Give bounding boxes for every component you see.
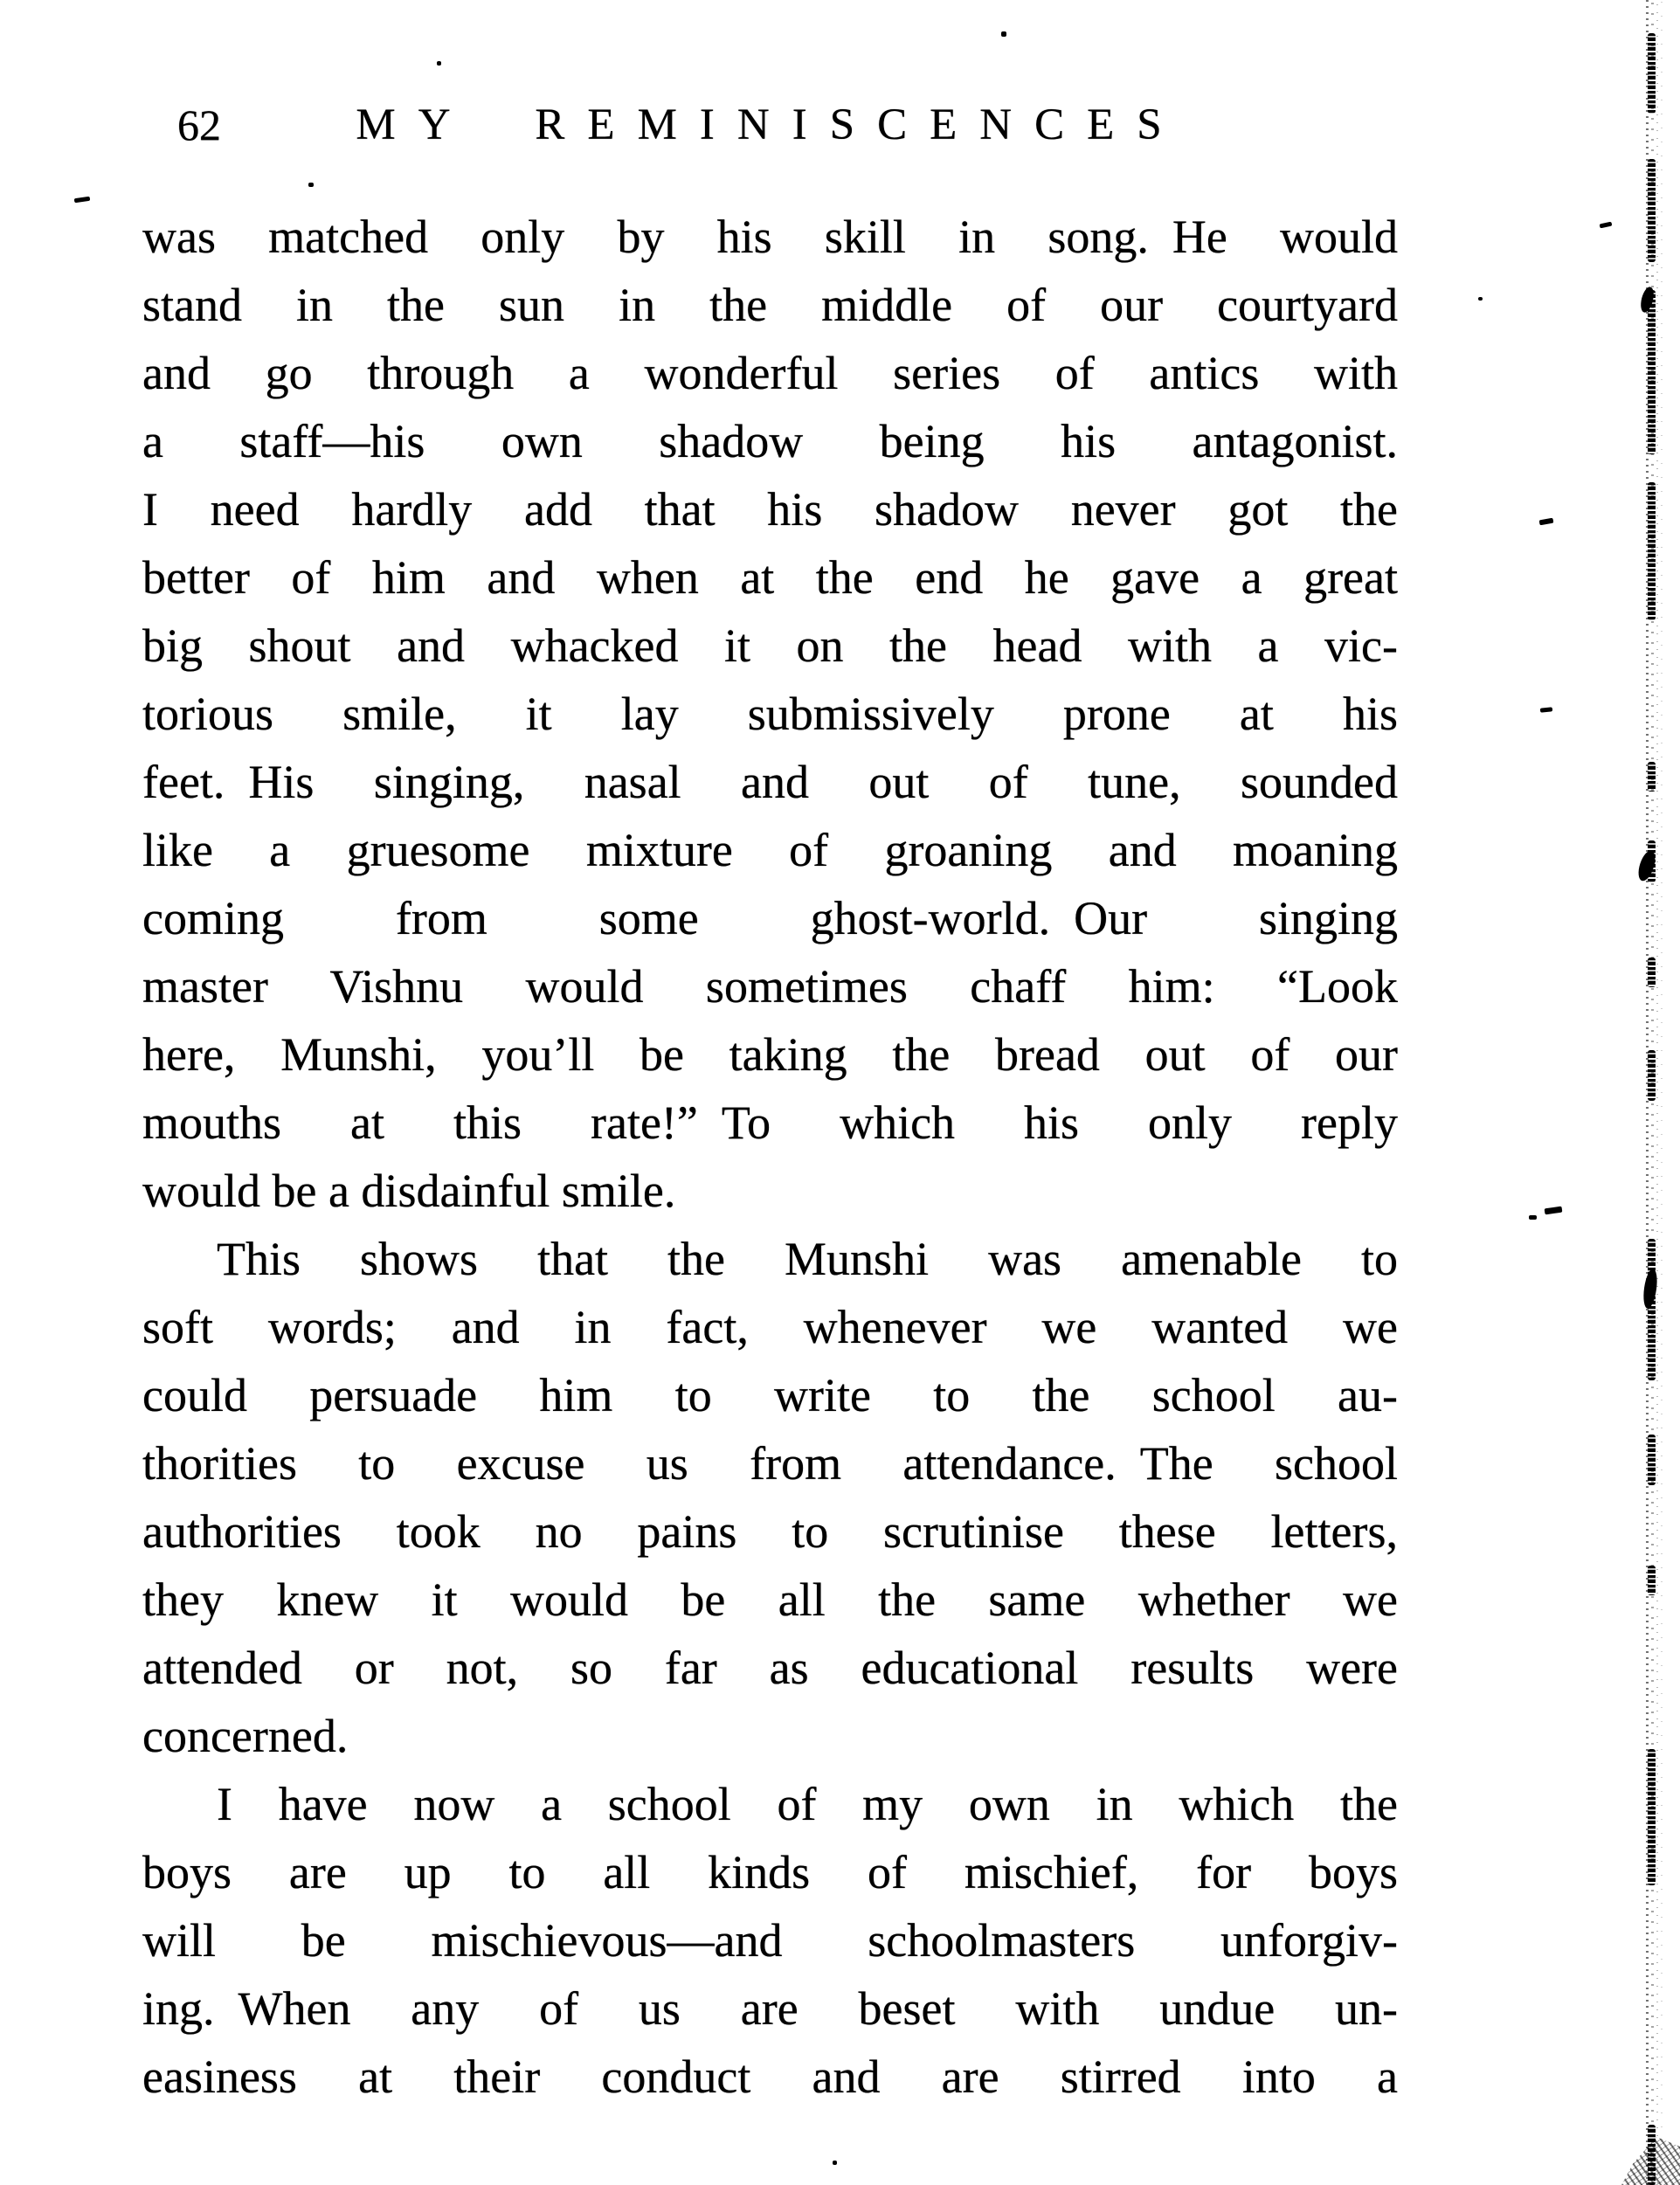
gutter-dark-segment <box>1648 482 1656 620</box>
ink-speck <box>1001 31 1006 37</box>
text-line: easiness at their conduct and are stirred into a <box>142 2050 1398 2103</box>
gutter-dark-segment <box>1648 159 1656 262</box>
corner-scan-noise <box>1621 2137 1680 2185</box>
ink-speck <box>1540 707 1552 712</box>
text-line: attended or not, so far as educational results were <box>142 1642 1398 1694</box>
gutter-dark-segment <box>1648 1239 1656 1380</box>
text-line: stand in the sun in the middle of our courtyard <box>142 279 1398 331</box>
text-line: thorities to excuse us from attendance. The school <box>142 1437 1398 1490</box>
page-number: 62 <box>177 100 221 149</box>
text-line: concerned. <box>142 1710 349 1762</box>
text-line: would be a disdainful smile. <box>142 1165 676 1217</box>
text-line: here, Munshi, you’ll be taking the bread out of our <box>142 1028 1398 1081</box>
text-line: I need hardly add that his shadow never got the <box>142 483 1398 536</box>
text-line: and go through a wonderful series of antics with <box>142 347 1398 399</box>
gutter-dark-segment <box>1648 1566 1656 1595</box>
ink-speck <box>437 61 441 66</box>
text-line: boys are up to all kinds of mischief, for boys <box>142 1846 1398 1898</box>
text-line: will be mischievous—and schoolmasters unforgiv- <box>142 1914 1398 1967</box>
text-line: ing. When any of us are beset with undue un- <box>142 1982 1398 2035</box>
page-header <box>142 94 1398 157</box>
text-line: coming from some ghost-world. Our singing <box>142 892 1398 944</box>
text-line: was matched only by his skill in song. He would <box>142 211 1398 263</box>
text-line: torious smile, it lay submissively prone at his <box>142 688 1398 740</box>
gutter-dark-segment <box>1648 762 1656 792</box>
text-line: mouths at this rate!” To which his only reply <box>142 1096 1398 1149</box>
gutter-dark-segment <box>1648 1749 1656 1885</box>
text-line: master Vishnu would sometimes chaff him: “Look <box>142 960 1398 1013</box>
text-line: could persuade him to write to the school au- <box>142 1369 1398 1421</box>
ink-speck <box>74 197 91 203</box>
page-title: MY REMINISCENCES <box>356 100 1185 149</box>
text-line: soft words; and in fact, whenever we wanted we <box>142 1301 1398 1353</box>
ink-speck <box>1545 1207 1563 1215</box>
text-line: This shows that the Munshi was amenable to <box>217 1233 1398 1285</box>
page-body <box>142 203 1398 2111</box>
ink-speck <box>308 183 314 187</box>
gutter-dark-segment <box>1648 33 1656 114</box>
text-line: they knew it would be all the same whether we <box>142 1573 1398 1626</box>
gutter-dark-segment <box>1648 958 1656 987</box>
text-line: I have now a school of my own in which the <box>217 1778 1398 1830</box>
gutter-dark-segment <box>1648 290 1656 454</box>
ink-speck <box>1529 1215 1537 1220</box>
ink-speck <box>1539 518 1554 526</box>
text-line: big shout and whacked it on the head with a vic- <box>142 619 1398 672</box>
gutter-dark-segment <box>1648 1050 1656 1101</box>
ink-speck <box>1478 297 1483 301</box>
ink-speck <box>833 2161 837 2165</box>
text-line: like a gruesome mixture of groaning and moaning <box>142 824 1398 876</box>
text-line: feet. His singing, nasal and out of tune, sounded <box>142 756 1398 808</box>
gutter-dark-segment <box>1648 1435 1656 1485</box>
text-line: a staff—his own shadow being his antagonist. <box>142 415 1398 467</box>
ink-speck <box>1600 222 1613 229</box>
text-line: better of him and when at the end he gave a great <box>142 551 1398 604</box>
text-line: authorities took no pains to scrutinise these letters, <box>142 1505 1398 1558</box>
